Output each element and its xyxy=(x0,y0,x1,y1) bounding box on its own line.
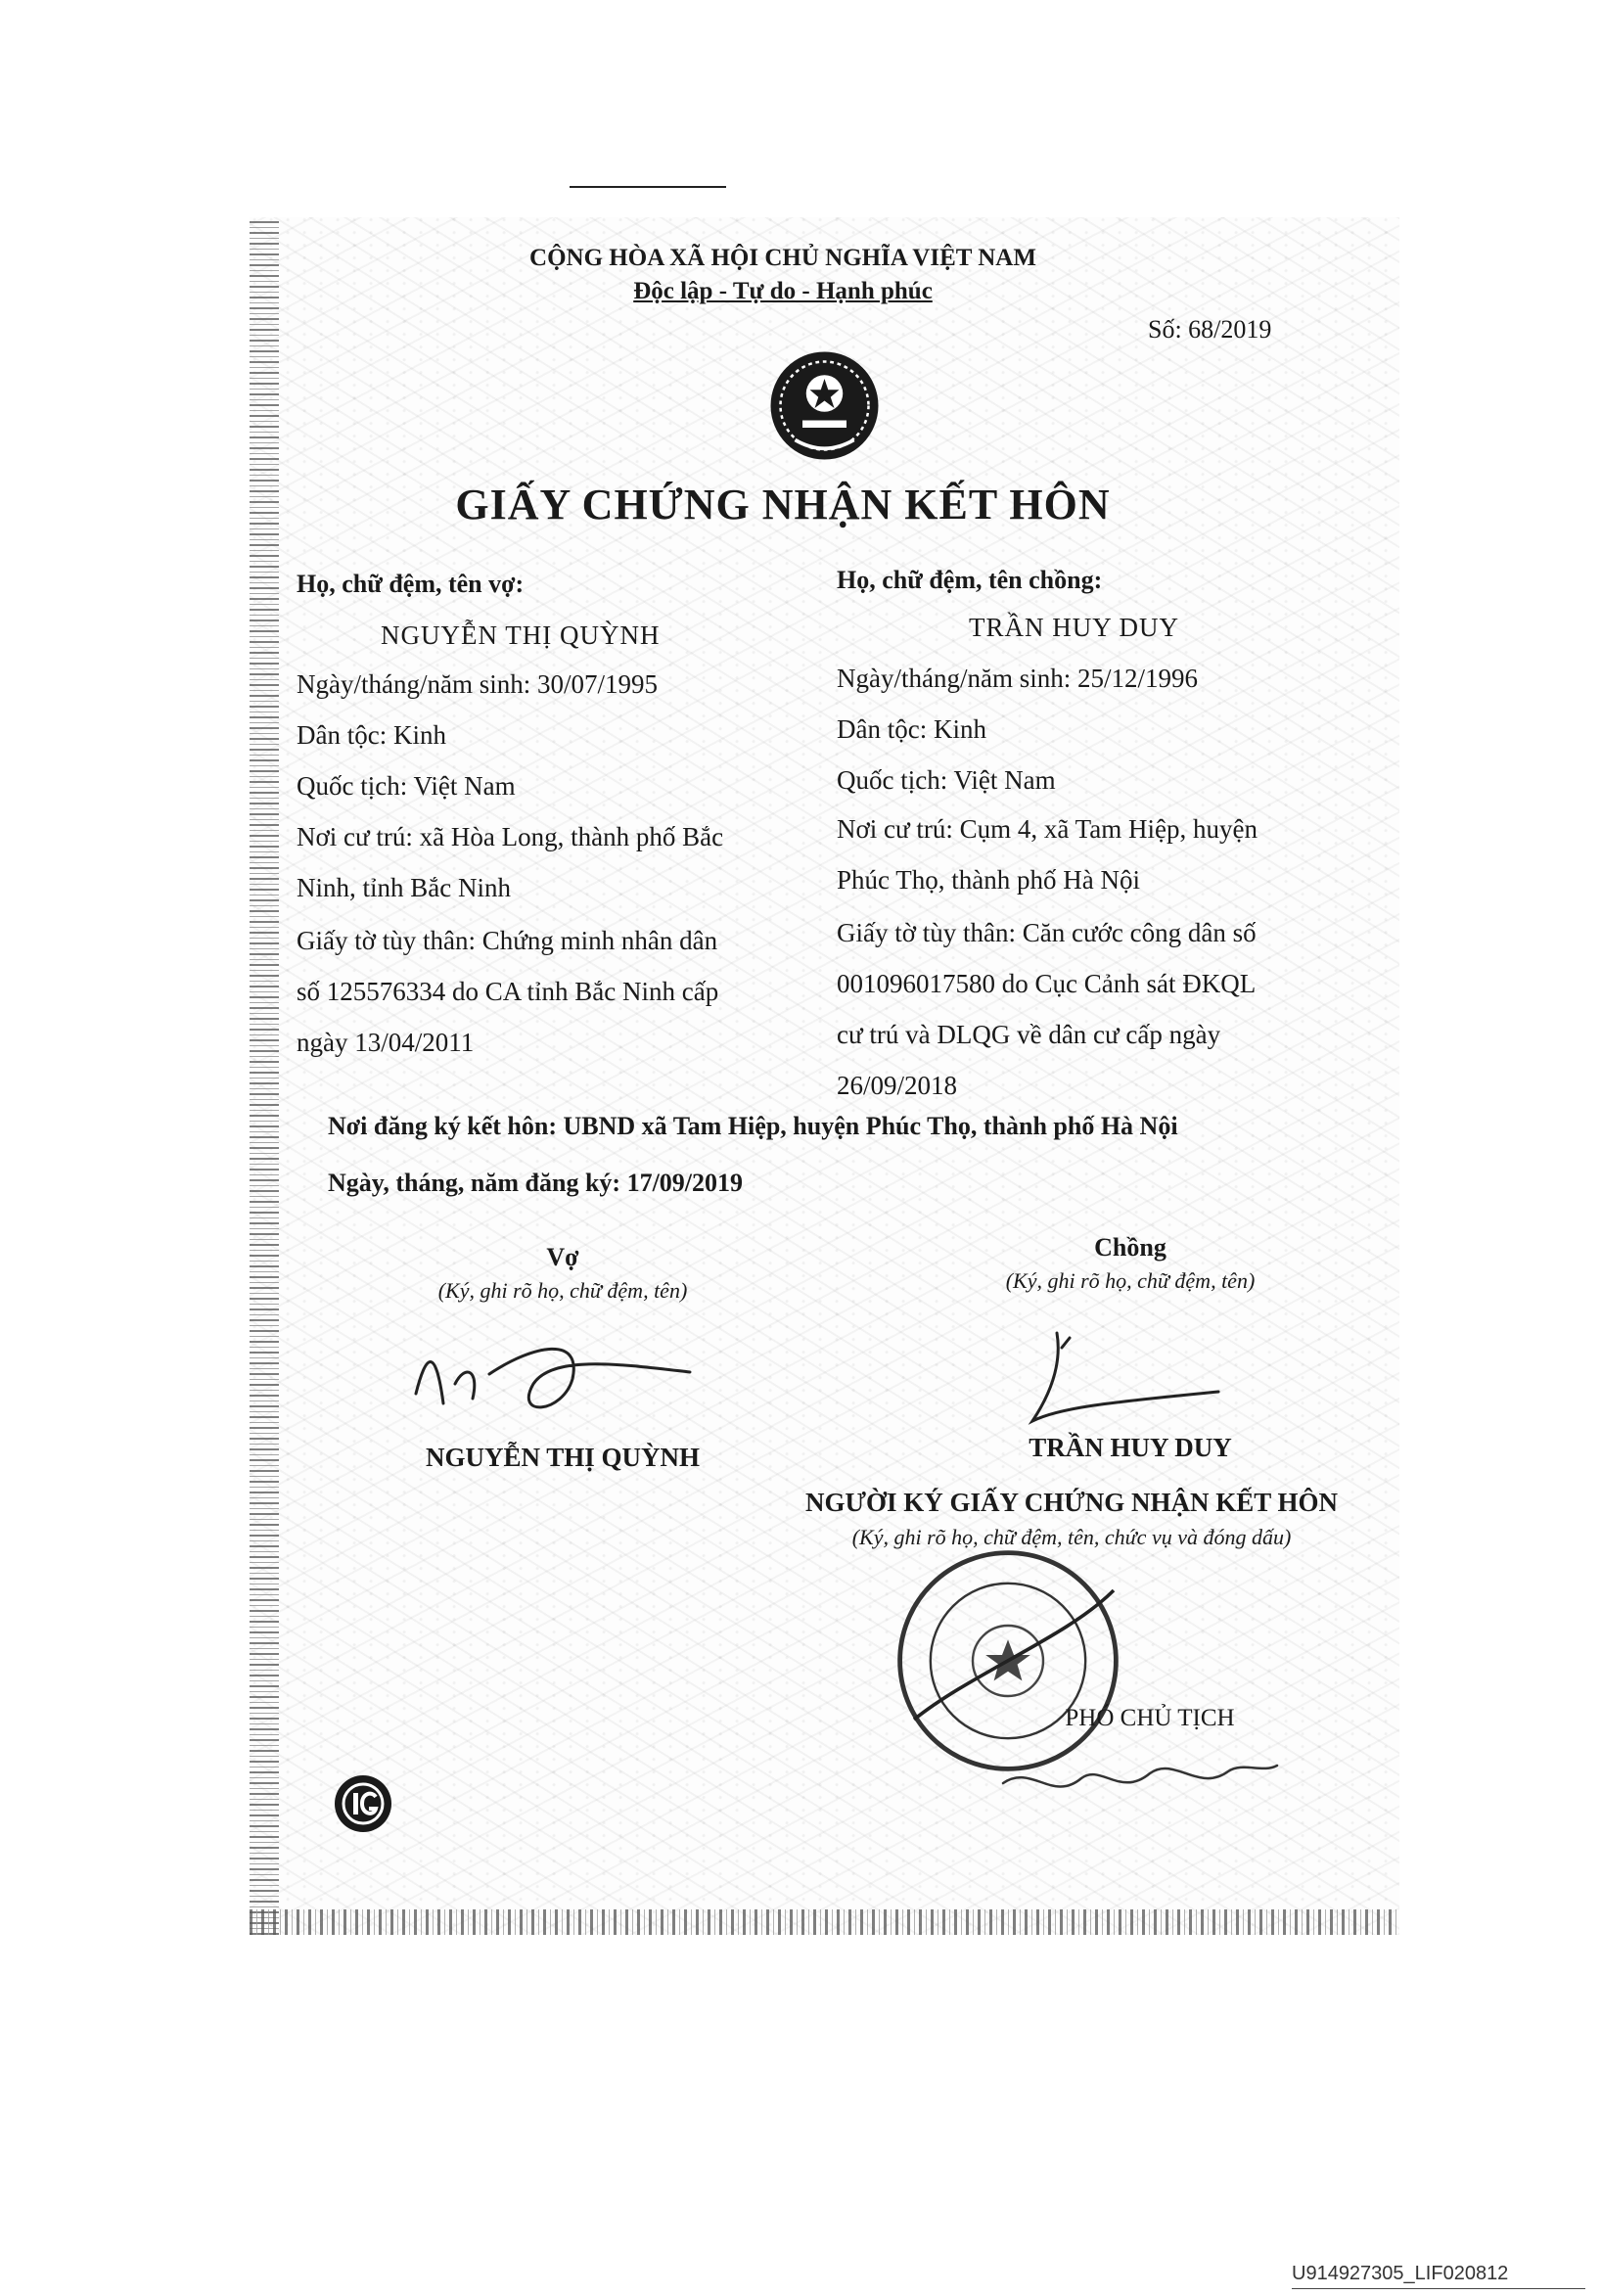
registration-place: Nơi đăng ký kết hôn: UBND xã Tam Hiệp, huyện Phúc Thọ, thành phố Hà Nội xyxy=(328,1112,1178,1140)
husband-printed-name: TRẦN HUY DUY xyxy=(1029,1433,1232,1462)
husband-nationality: Quốc tịch: Việt Nam xyxy=(837,765,1056,795)
husband-name: TRẦN HUY DUY xyxy=(969,613,1179,642)
national-emblem-icon xyxy=(763,344,886,467)
wife-residence-line2: Ninh, tỉnh Bắc Ninh xyxy=(297,873,511,902)
husband-id-line3: cư trú và DLQG về dân cư cấp ngày xyxy=(837,1020,1221,1049)
wife-nationality: Quốc tịch: Việt Nam xyxy=(297,771,516,801)
wife-dob: Ngày/tháng/năm sinh: 30/07/1995 xyxy=(297,669,658,699)
certificate-sheet xyxy=(250,217,1399,1935)
top-rule xyxy=(570,186,726,188)
wife-id-line1: Giấy tờ tùy thân: Chứng minh nhân dân xyxy=(297,926,718,955)
wife-id-line2: số 125576334 do CA tỉnh Bắc Ninh cấp xyxy=(297,977,719,1006)
wife-name: NGUYỄN THỊ QUỲNH xyxy=(381,620,661,650)
signer-title: PHÓ CHỦ TỊCH xyxy=(1065,1705,1235,1731)
husband-residence-line1: Nơi cư trú: Cụm 4, xã Tam Hiệp, huyện xyxy=(837,814,1258,844)
certificate-number: Số: 68/2019 xyxy=(1148,315,1272,344)
husband-signature-hint: (Ký, ghi rõ họ, chữ đệm, tên) xyxy=(1005,1268,1256,1293)
scan-edge-left xyxy=(250,217,279,1935)
official-seal-icon xyxy=(891,1543,1125,1778)
wife-signature-hint: (Ký, ghi rõ họ, chữ đệm, tên) xyxy=(437,1278,688,1303)
certificate-title: GIẤY CHỨNG NHẬN KẾT HÔN xyxy=(455,481,1111,528)
document-id: U914927305_LIF020812 xyxy=(1292,2263,1509,2284)
husband-signature xyxy=(1003,1313,1248,1441)
signer-hint: (Ký, ghi rõ họ, chữ đệm, tên, chức vụ và đóng dấu) xyxy=(851,1525,1292,1549)
wife-signature-heading: Vợ xyxy=(546,1243,579,1271)
wife-signature xyxy=(396,1325,719,1433)
husband-id-line4: 26/09/2018 xyxy=(837,1071,958,1100)
signer-heading: NGƯỜI KÝ GIẤY CHỨNG NHẬN KẾT HÔN xyxy=(804,1488,1339,1517)
wife-residence-line1: Nơi cư trú: xã Hòa Long, thành phố Bắc xyxy=(297,822,724,851)
signer-signature xyxy=(993,1744,1287,1813)
document-id-underline xyxy=(1292,2288,1585,2289)
wife-printed-name: NGUYỄN THỊ QUỲNH xyxy=(425,1443,701,1472)
national-title: CỘNG HÒA XÃ HỘI CHỦ NGHĨA VIỆT NAM xyxy=(529,245,1036,271)
husband-residence-line2: Phúc Thọ, thành phố Hà Nội xyxy=(837,865,1140,895)
husband-id-line2: 001096017580 do Cục Cảnh sát ĐKQL xyxy=(837,969,1257,998)
wife-name-label: Họ, chữ đệm, tên vợ: xyxy=(297,570,525,598)
ig-logo-icon xyxy=(333,1773,393,1834)
husband-name-label: Họ, chữ đệm, tên chồng: xyxy=(837,566,1103,594)
wife-id-line3: ngày 13/04/2011 xyxy=(297,1028,475,1057)
husband-signature-heading: Chồng xyxy=(1094,1233,1166,1262)
scan-edge-bottom xyxy=(250,1909,1399,1935)
national-motto: Độc lập - Tự do - Hạnh phúc xyxy=(633,278,933,304)
husband-dob: Ngày/tháng/năm sinh: 25/12/1996 xyxy=(837,664,1198,693)
registration-date: Ngày, tháng, năm đăng ký: 17/09/2019 xyxy=(328,1169,744,1197)
husband-id-line1: Giấy tờ tùy thân: Căn cước công dân số xyxy=(837,918,1257,947)
husband-ethnicity: Dân tộc: Kinh xyxy=(837,714,986,744)
wife-ethnicity: Dân tộc: Kinh xyxy=(297,720,446,750)
